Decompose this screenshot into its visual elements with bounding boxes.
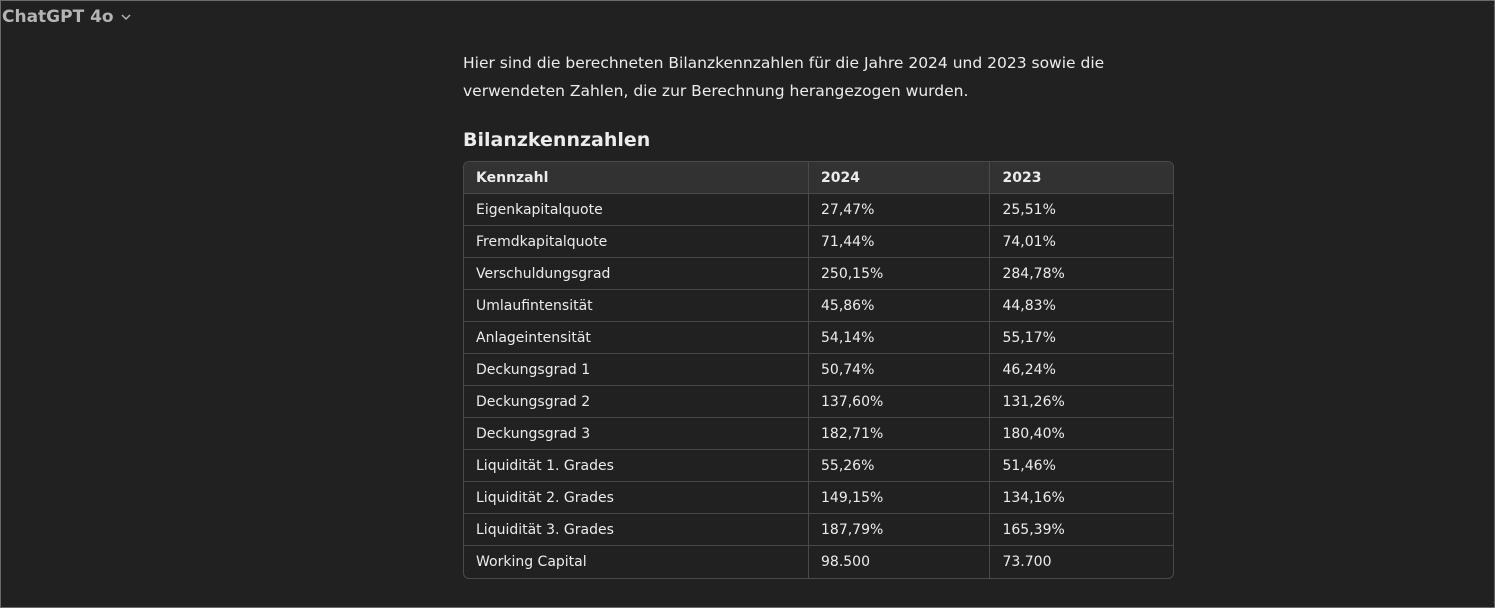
column-header: Kennzahl [464,162,809,194]
ratio-value-cell: 149,15% [809,482,990,514]
ratios-table [463,161,1174,579]
ratio-value-cell: 50,74% [809,354,990,386]
intro-text: Hier sind die berechneten Bilanzkennzahlen für die Jahre 2024 und 2023 sowie die verwendeten Zahlen, die zur Berechnung herangezogen wurden. [463,54,1105,100]
ratio-name-cell: Liquidität 1. Grades [464,450,809,482]
ratio-value-cell: 74,01% [990,226,1173,258]
ratio-value-cell: 55,26% [809,450,990,482]
ratio-name-cell: Liquidität 2. Grades [464,482,809,514]
table-row [464,194,1173,226]
model-selector-button[interactable] [2,7,132,27]
ratio-name-cell: Liquidität 3. Grades [464,514,809,546]
table-header-row [464,162,1173,194]
ratio-value-cell: 73.700 [1002,554,1052,570]
ratio-value-cell: 27,47% [809,194,990,226]
section-heading: Bilanzkennzahlen [463,129,651,151]
table-row [464,482,1173,514]
ratio-name-cell: Fremdkapitalquote [464,226,809,258]
column-header: 2024 [809,162,990,194]
ratio-name-cell: Umlaufintensität [464,290,809,322]
ratio-value-cell: 180,40% [990,418,1173,450]
ratio-value-cell: 131,26% [990,386,1173,418]
table-row [464,290,1173,322]
ratio-value-cell: 45,86% [809,290,990,322]
ratio-name-cell: Deckungsgrad 3 [464,418,809,450]
ratio-value-cell: 165,39% [990,514,1173,546]
table-row [464,354,1173,386]
table-row [464,450,1173,482]
ratio-name-cell: Deckungsgrad 2 [464,386,809,418]
ratio-value-cell: 187,79% [809,514,990,546]
ratio-value-cell: 250,15% [809,258,990,290]
ratio-name-cell: Working Capital [464,546,809,578]
ratio-value-cell: 44,83% [990,290,1173,322]
table-row [464,322,1173,354]
table-row [464,226,1173,258]
table-row [464,418,1173,450]
ratio-value-cell: 46,24% [990,354,1173,386]
ratio-value-cell: 137,60% [809,386,990,418]
ratio-value-cell: 55,17% [990,322,1173,354]
chevron-down-icon [120,11,132,23]
column-header: 2023 [990,162,1173,194]
ratio-value-cell: 182,71% [809,418,990,450]
ratio-value-cell: 25,51% [990,194,1173,226]
ratio-name-cell: Anlageintensität [464,322,809,354]
ratio-value-cell: 134,16% [990,482,1173,514]
ratio-name-cell: Eigenkapitalquote [464,194,809,226]
model-label: ChatGPT 4o [2,7,114,27]
table-row [464,546,1173,578]
table-row [464,258,1173,290]
ratio-name-cell: Verschuldungsgrad [464,258,809,290]
ratio-value-cell: 284,78% [990,258,1173,290]
ratio-value-cell: 51,46% [990,450,1173,482]
ratio-value-cell: 54,14% [809,322,990,354]
ratio-name-cell: Deckungsgrad 1 [464,354,809,386]
table-row [464,514,1173,546]
table-row [464,386,1173,418]
ratio-value-cell: 71,44% [809,226,990,258]
assistant-message [463,49,1174,579]
ratio-value-cell: 98.500 [809,546,990,578]
